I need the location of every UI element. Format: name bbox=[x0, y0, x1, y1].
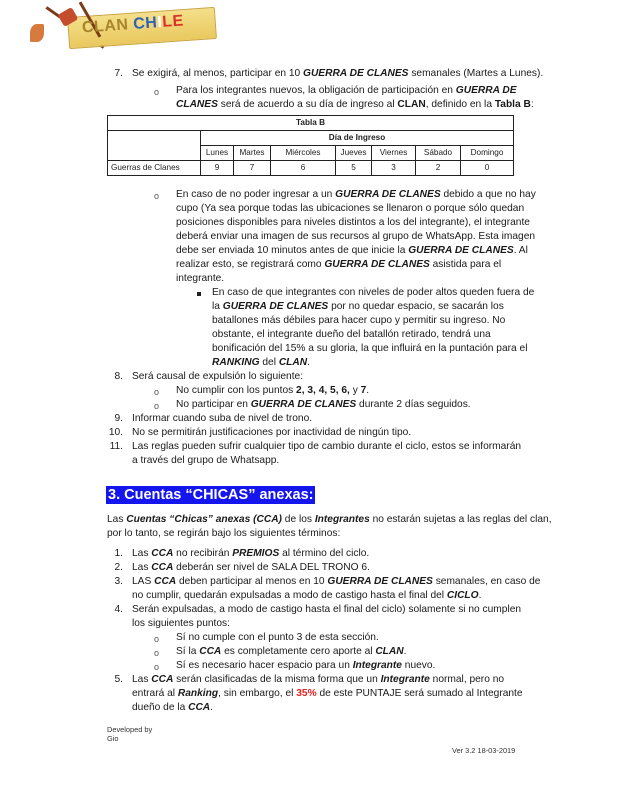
rule-7-sub-2-line: En caso de no poder ingresar a un GUERRA DE CLANES debido a que no hay bbox=[176, 189, 536, 200]
cca-item-4: Serán expulsadas, a modo de castigo hasta el final del ciclo) solamente si no cumplen bbox=[132, 604, 522, 615]
circle-bullet-icon: o bbox=[154, 87, 160, 97]
rule-7-sub-2-line: debe ser enviada 10 minutos antes de que inicie la GUERRA DE CLANES. Al bbox=[176, 245, 528, 256]
list-number: 3. bbox=[114, 576, 123, 587]
circle-bullet-icon: o bbox=[154, 662, 160, 672]
rule-7-sub-2-line: deberá enviar una imagen de sus recursos al grupo de WhatsApp. Esta imagen bbox=[176, 231, 536, 242]
rule-7-sub-2-line: cupo (Ya sea porque todas las ubicaciones se llenaron o porque sólo quedan bbox=[176, 203, 525, 214]
rule-10-text: No se permitirán justificaciones por inactividad de ningún tipo. bbox=[132, 427, 412, 438]
column-header: Lunes bbox=[201, 146, 234, 161]
table-cell: 9 bbox=[201, 161, 234, 176]
cca-item-3: no cumplir, quedarán expulsadas a modo de castigo hasta el final del CICLO. bbox=[132, 590, 482, 601]
rule-7-subsub-line: batallones más débiles para hacer cupo y permitir su ingreso. No bbox=[212, 315, 506, 326]
cca-item-5: Las CCA serán clasificadas de la misma forma que un Integrante normal, pero no bbox=[132, 674, 505, 685]
column-header: Miércoles bbox=[271, 146, 336, 161]
table-title-row bbox=[108, 116, 514, 131]
cca-item-2: Las CCA deberán ser nivel de SALA DEL TRONO 6. bbox=[132, 562, 370, 573]
table-row bbox=[108, 161, 514, 176]
table-cell: 7 bbox=[234, 161, 271, 176]
cca-item-4-sub: Sí es necesario hacer espacio para un Integrante nuevo. bbox=[176, 660, 436, 671]
list-number: 4. bbox=[114, 604, 123, 615]
rule-8-text: Será causal de expulsión lo siguiente: bbox=[132, 371, 304, 382]
cca-item-4-sub: Sí la CCA es completamente cero aporte al CLAN. bbox=[176, 646, 407, 657]
circle-bullet-icon: o bbox=[154, 634, 160, 644]
table-empty-cell bbox=[108, 131, 201, 161]
rule-7-subsub-line: RANKING del CLAN. bbox=[212, 357, 310, 368]
rule-8-sub: No participar en GUERRA DE CLANES durante 2 días seguidos. bbox=[176, 399, 471, 410]
column-header: Sábado bbox=[416, 146, 461, 161]
list-number: 2. bbox=[114, 562, 123, 573]
cca-item-1: Las CCA no recibirán PREMIOS al término del ciclo. bbox=[132, 548, 370, 559]
column-header: Martes bbox=[234, 146, 271, 161]
circle-bullet-icon: o bbox=[154, 648, 160, 658]
table-cell: 6 bbox=[271, 161, 336, 176]
rule-7-subsub-line: la GUERRA DE CLANES por no quedar espacio, se sacarán los bbox=[212, 301, 504, 312]
section-3-intro: Las Cuentas “Chicas” anexas (CCA) de los Integrantes no estarán sujetas a las reglas del clan, bbox=[107, 514, 552, 525]
rule-7-subsub-line: obstante, el integrante dueño del batallón retirado, tendrá una bbox=[212, 329, 491, 340]
developed-by-label: Developed by bbox=[107, 725, 153, 734]
list-number: 1. bbox=[114, 548, 123, 559]
cca-item-3: LAS CCA deben participar al menos en 10 GUERRA DE CLANES semanales, en caso de bbox=[132, 576, 541, 587]
table-cell: 3 bbox=[372, 161, 416, 176]
list-number: 11. bbox=[109, 441, 123, 452]
footer-credits bbox=[107, 725, 152, 743]
square-bullet-icon bbox=[197, 292, 201, 296]
table-b bbox=[107, 115, 514, 176]
rule-7-sub-2-line: integrante. bbox=[176, 273, 225, 284]
feather-decoration bbox=[30, 24, 44, 42]
circle-bullet-icon: o bbox=[154, 401, 160, 411]
column-header: Viernes bbox=[372, 146, 416, 161]
circle-bullet-icon: o bbox=[154, 387, 160, 397]
column-header: Domingo bbox=[461, 146, 514, 161]
list-number: 8. bbox=[114, 371, 123, 382]
list-number: 10. bbox=[108, 427, 123, 438]
table-cell: 2 bbox=[416, 161, 461, 176]
cca-item-5: entrará al Ranking, sin embargo, el 35% de este PUNTAJE será sumado al Integrante bbox=[132, 688, 523, 699]
rule-7-subsub-line: En caso de que integrantes con niveles de poder altos queden fuera de bbox=[212, 287, 535, 298]
rule-7-sub-2-line: posiciones disponibles para niveles distintos a los del integrante), el integrante bbox=[176, 217, 530, 228]
logo-text: CLAN CHILE bbox=[81, 12, 185, 37]
rule-7-sub-1-line-1: Para los integrantes nuevos, la obligación de participación en GUERRA DE bbox=[176, 85, 517, 96]
table-cell: 5 bbox=[336, 161, 372, 176]
rule-7-sub-1-line-2: CLANES será de acuerdo a su día de ingreso al CLAN, definido en la Tabla B: bbox=[176, 99, 534, 110]
section-3-heading: 3. Cuentas “CHICAS” anexas: bbox=[108, 487, 314, 503]
row-label: Guerras de Clanes bbox=[108, 161, 201, 176]
rule-9-text: Informar cuando suba de nivel de trono. bbox=[132, 413, 313, 424]
rule-7-sub-2-line: realizar esto, se registrará como GUERRA DE CLANES asistida para el bbox=[176, 259, 502, 270]
circle-bullet-icon: o bbox=[154, 191, 160, 201]
table-group-header: Día de Ingreso bbox=[201, 131, 514, 146]
table-group-header-row bbox=[108, 131, 514, 146]
version-label: Ver 3.2 18-03-2019 bbox=[452, 746, 516, 755]
table-cell: 0 bbox=[461, 161, 514, 176]
author-name: Gio bbox=[107, 734, 119, 743]
list-number: 5. bbox=[114, 674, 123, 685]
section-3-intro: por lo tanto, se regirán bajo los siguientes términos: bbox=[107, 528, 341, 539]
rule-8-sub: No cumplir con los puntos 2, 3, 4, 5, 6, y 7. bbox=[176, 385, 370, 396]
clan-chile-logo bbox=[30, 4, 190, 54]
rule-11-text: Las reglas pueden sufrir cualquier tipo de cambio durante el ciclo, estos se informarán bbox=[132, 441, 522, 452]
cca-item-4: los siguientes puntos: bbox=[132, 618, 230, 629]
cca-item-4-sub: Sí no cumple con el punto 3 de esta sección. bbox=[176, 632, 379, 643]
rule-7-subsub-line: bonificación del 15% a su gloria, la que influirá en la puntación para el bbox=[212, 343, 528, 354]
rule-11-text: a través del grupo de Whatsapp. bbox=[132, 455, 280, 466]
cca-item-5: dueño de la CCA. bbox=[132, 702, 214, 713]
rule-7-text: Se exigirá, al menos, participar en 10 GUERRA DE CLANES semanales (Martes a Lunes). bbox=[132, 68, 544, 79]
column-header: Jueves bbox=[336, 146, 372, 161]
list-number: 7. bbox=[114, 68, 123, 79]
table-title: Tabla B bbox=[108, 116, 514, 131]
list-number: 9. bbox=[114, 413, 123, 424]
